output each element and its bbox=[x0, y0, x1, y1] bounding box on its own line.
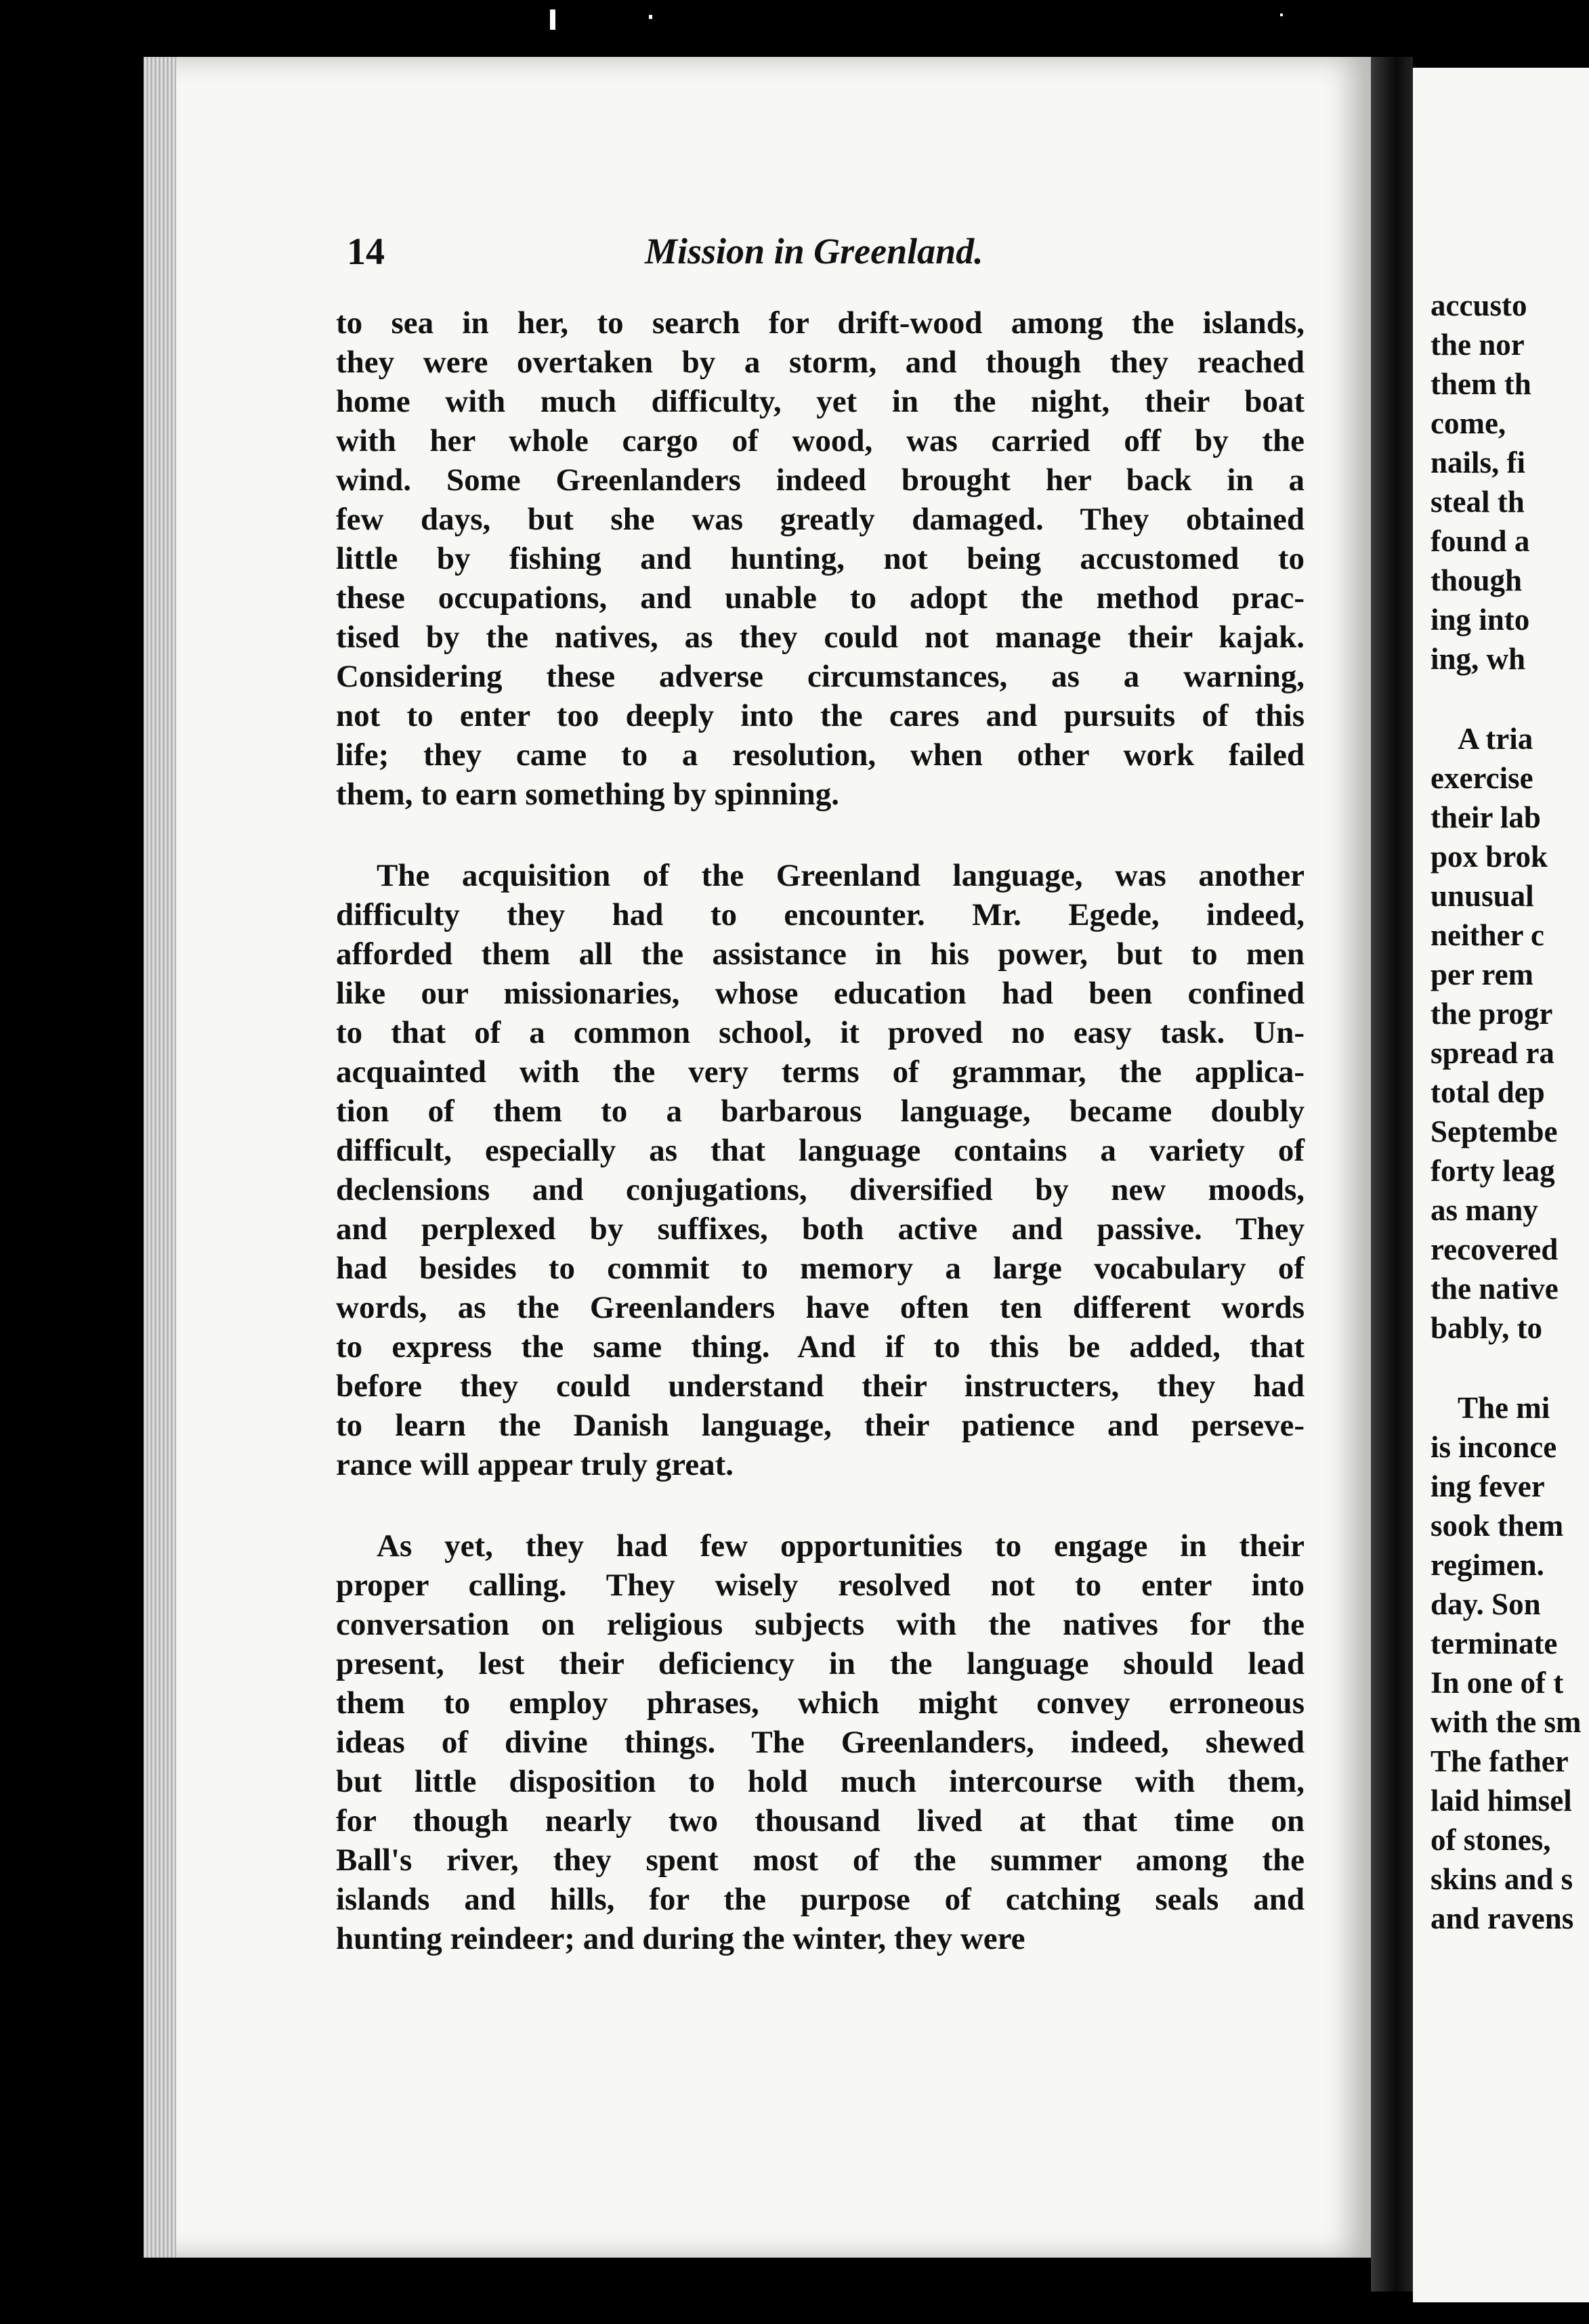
paragraph bbox=[336, 303, 1305, 814]
text-line-fragment: ing, wh bbox=[1431, 642, 1526, 676]
text-line-fragment: Septembe bbox=[1431, 1115, 1558, 1148]
text-line: difficulty they had to encounter. Mr. Egede, indeed, bbox=[336, 897, 1305, 932]
text-line: and perplexed by suffixes, both active and passive. They bbox=[336, 1211, 1305, 1247]
text-line-fragment: come, bbox=[1431, 406, 1506, 440]
running-head bbox=[347, 230, 1309, 291]
text-line: like our missionaries, whose education had been confined bbox=[336, 976, 1305, 1011]
text-line: these occupations, and unable to adopt the method prac- bbox=[336, 580, 1305, 616]
text-line-fragment: with the sm bbox=[1431, 1705, 1582, 1739]
text-line: The acquisition of the Greenland language, was another bbox=[377, 858, 1305, 893]
text-line-fragment: as many bbox=[1431, 1193, 1538, 1227]
text-line-fragment: accusto bbox=[1431, 288, 1527, 322]
text-line: to express the same thing. And if to this be added, that bbox=[336, 1329, 1305, 1364]
text-line: they were overtaken by a storm, and though they reached bbox=[336, 345, 1305, 380]
text-line: rance will appear truly great. bbox=[336, 1447, 734, 1482]
text-line-fragment: total dep bbox=[1431, 1075, 1545, 1109]
scan-artifact bbox=[649, 15, 652, 19]
text-line: them to employ phrases, which might convey erroneous bbox=[336, 1685, 1305, 1721]
text-line-fragment: unusual bbox=[1431, 879, 1534, 913]
text-line-fragment: the nor bbox=[1431, 328, 1525, 362]
text-line: Considering these adverse circumstances, as a warning, bbox=[336, 659, 1305, 694]
page-edge-stack bbox=[144, 57, 176, 2258]
text-line-fragment: bably, to bbox=[1431, 1311, 1543, 1345]
text-line-fragment: day. Son bbox=[1431, 1587, 1541, 1621]
text-line: with her whole cargo of wood, was carried off by the bbox=[336, 423, 1305, 458]
text-line-fragment: the native bbox=[1431, 1272, 1559, 1306]
text-line: them, to earn something by spinning. bbox=[336, 777, 839, 812]
text-line: declensions and conjugations, diversified by new moods, bbox=[336, 1172, 1305, 1207]
text-line-fragment: of stones, bbox=[1431, 1823, 1551, 1857]
text-line: not to enter too deeply into the cares and pursuits of this bbox=[336, 698, 1305, 733]
text-line-fragment: recovered bbox=[1431, 1232, 1559, 1266]
text-line: conversation on religious subjects with the natives for the bbox=[336, 1607, 1305, 1642]
text-line-fragment: steal th bbox=[1431, 485, 1525, 519]
text-line-fragment: In one of t bbox=[1431, 1666, 1564, 1700]
text-line: tised by the natives, as they could not manage their kajak. bbox=[336, 620, 1305, 655]
text-line: ideas of divine things. The Greenlanders, indeed, shewed bbox=[336, 1725, 1305, 1760]
text-line: to learn the Danish language, their patience and perseve- bbox=[336, 1408, 1305, 1443]
text-line: afforded them all the assistance in his power, but to men bbox=[336, 937, 1305, 972]
text-line-fragment: spread ra bbox=[1431, 1036, 1554, 1070]
text-line-fragment: The father bbox=[1431, 1744, 1569, 1778]
paragraph-gap bbox=[336, 814, 1305, 856]
text-line-fragment: skins and s bbox=[1431, 1862, 1573, 1896]
text-line: Ball's river, they spent most of the summer among the bbox=[336, 1843, 1305, 1878]
scan-artifact bbox=[1280, 14, 1283, 16]
book-gutter bbox=[1371, 57, 1413, 2291]
text-line-fragment: sook them bbox=[1431, 1509, 1564, 1543]
text-line: hunting reindeer; and during the winter, they were bbox=[336, 1921, 1025, 1956]
text-line: islands and hills, for the purpose of catching seals and bbox=[336, 1882, 1305, 1917]
paragraph bbox=[336, 856, 1305, 1484]
text-line: As yet, they had few opportunities to engage in their bbox=[377, 1528, 1305, 1564]
scan-artifact bbox=[550, 9, 555, 30]
text-line-fragment: exercise bbox=[1431, 761, 1533, 795]
text-line: but little disposition to hold much intercourse with them, bbox=[336, 1764, 1305, 1799]
text-line: for though nearly two thousand lived at that time on bbox=[336, 1803, 1305, 1838]
paragraph bbox=[336, 1526, 1305, 1958]
text-line-fragment: ing fever bbox=[1431, 1469, 1545, 1503]
text-line-fragment: The mi bbox=[1458, 1391, 1550, 1425]
text-line: few days, but she was greatly damaged. They obtained bbox=[336, 502, 1305, 537]
text-line: wind. Some Greenlanders indeed brought her back in a bbox=[336, 462, 1305, 498]
text-line-fragment: neither c bbox=[1431, 918, 1544, 952]
running-title: Mission in Greenland. bbox=[645, 231, 983, 272]
text-line: tion of them to a barbarous language, became doubly bbox=[336, 1094, 1305, 1129]
text-line-fragment: them th bbox=[1431, 367, 1531, 401]
text-line: before they could understand their instructers, they had bbox=[336, 1369, 1305, 1404]
text-line: home with much difficulty, yet in the night, their boat bbox=[336, 384, 1305, 419]
paragraph-gap bbox=[336, 1484, 1305, 1526]
text-line-fragment: nails, fi bbox=[1431, 446, 1526, 479]
paragraph-gap bbox=[1431, 1348, 1566, 1388]
text-line-fragment: though bbox=[1431, 563, 1523, 597]
text-line: proper calling. They wisely resolved not to enter into bbox=[336, 1568, 1305, 1603]
text-line: to sea in her, to search for drift-wood among the islands, bbox=[336, 305, 1305, 341]
text-line-fragment: found a bbox=[1431, 524, 1530, 558]
text-line-fragment: laid himsel bbox=[1431, 1784, 1572, 1817]
text-line-fragment: regimen. bbox=[1431, 1548, 1544, 1582]
left-page-body bbox=[336, 303, 1305, 1958]
text-line: acquainted with the very terms of grammar, the applica- bbox=[336, 1054, 1305, 1090]
text-line: words, as the Greenlanders have often ten different words bbox=[336, 1290, 1305, 1325]
text-line: difficult, especially as that language contains a variety of bbox=[336, 1133, 1305, 1168]
text-line-fragment: is inconce bbox=[1431, 1430, 1557, 1464]
text-line: to that of a common school, it proved no easy task. Un- bbox=[336, 1015, 1305, 1050]
text-line-fragment: their lab bbox=[1431, 800, 1541, 834]
text-line-fragment: pox brok bbox=[1431, 840, 1548, 874]
text-line: present, lest their deficiency in the language should lead bbox=[336, 1646, 1305, 1681]
text-line: life; they came to a resolution, when other work failed bbox=[336, 737, 1305, 773]
right-page-fragment bbox=[1431, 286, 1582, 1938]
text-line-fragment: forty leag bbox=[1431, 1154, 1555, 1188]
text-line-fragment: ing into bbox=[1431, 603, 1530, 637]
page-number: 14 bbox=[347, 231, 385, 273]
paragraph-gap bbox=[1431, 679, 1566, 719]
text-line: little by fishing and hunting, not being accustomed to bbox=[336, 541, 1305, 576]
text-line-fragment: the progr bbox=[1431, 997, 1553, 1031]
text-line-fragment: A tria bbox=[1458, 722, 1533, 756]
text-line-fragment: and ravens bbox=[1431, 1901, 1574, 1935]
text-line-fragment: terminate bbox=[1431, 1627, 1558, 1660]
text-line-fragment: per rem bbox=[1431, 957, 1534, 991]
text-line: had besides to commit to memory a large vocabulary of bbox=[336, 1251, 1305, 1286]
